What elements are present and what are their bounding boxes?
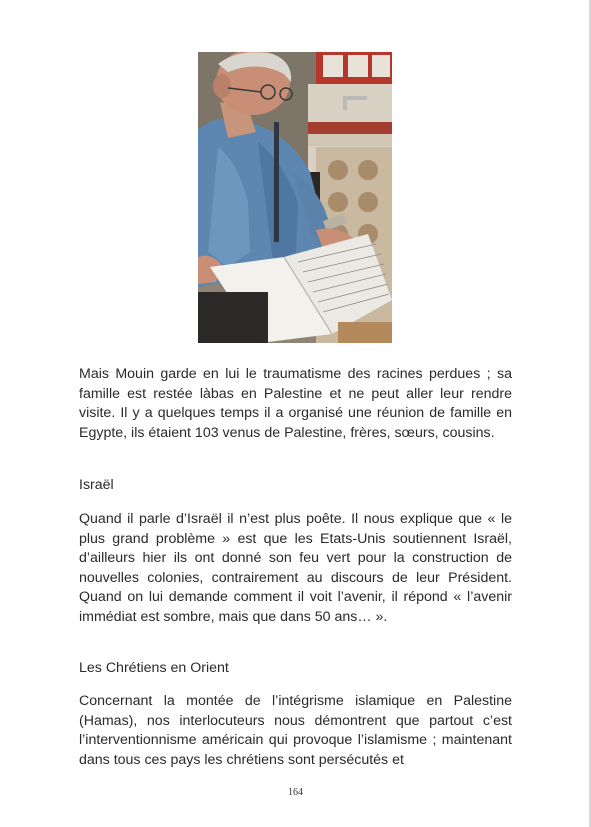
paragraph-3: Concernant la montée de l’intégrisme islamique en Palestine (Hamas), nos interlocuteurs nous démontrent que partout c’est l’interventionnisme américain qui provoque l’islamisme ; maintenant dans tous ces pays les chrétiens sont persécutés et bbox=[79, 693, 512, 768]
paragraph-2: Quand il parle d’Israël il n’est plus poête. Il nous explique que « le plus grand problème » est que les Etats-Unis soutiennent Israël, d’ailleurs hier ils ont donné son feu vert pour la construction de nouvelles colonies, contrairement au discours de leur Président. Quand on lui demande comment il voit l’avenir, il répond « l’avenir immédiat est sombre, mais que dans 50 ans… ». bbox=[79, 511, 512, 625]
section-heading-israel: Israël bbox=[79, 477, 114, 493]
page-number: 164 bbox=[288, 787, 303, 798]
photo-man-reading-notebook bbox=[198, 52, 392, 343]
section-heading-chretiens: Les Chrétiens en Orient bbox=[79, 660, 229, 676]
paragraph-1: Mais Mouin garde en lui le traumatisme des racines perdues ; sa famille est restée làbas en Palestine et ne peut aller leur rendre visite. Il y a quelques temps il a organisé une réunion de famille en Egypte, ils étaient 103 venus de Palestine, frères, sœurs, cousins. bbox=[79, 366, 512, 441]
